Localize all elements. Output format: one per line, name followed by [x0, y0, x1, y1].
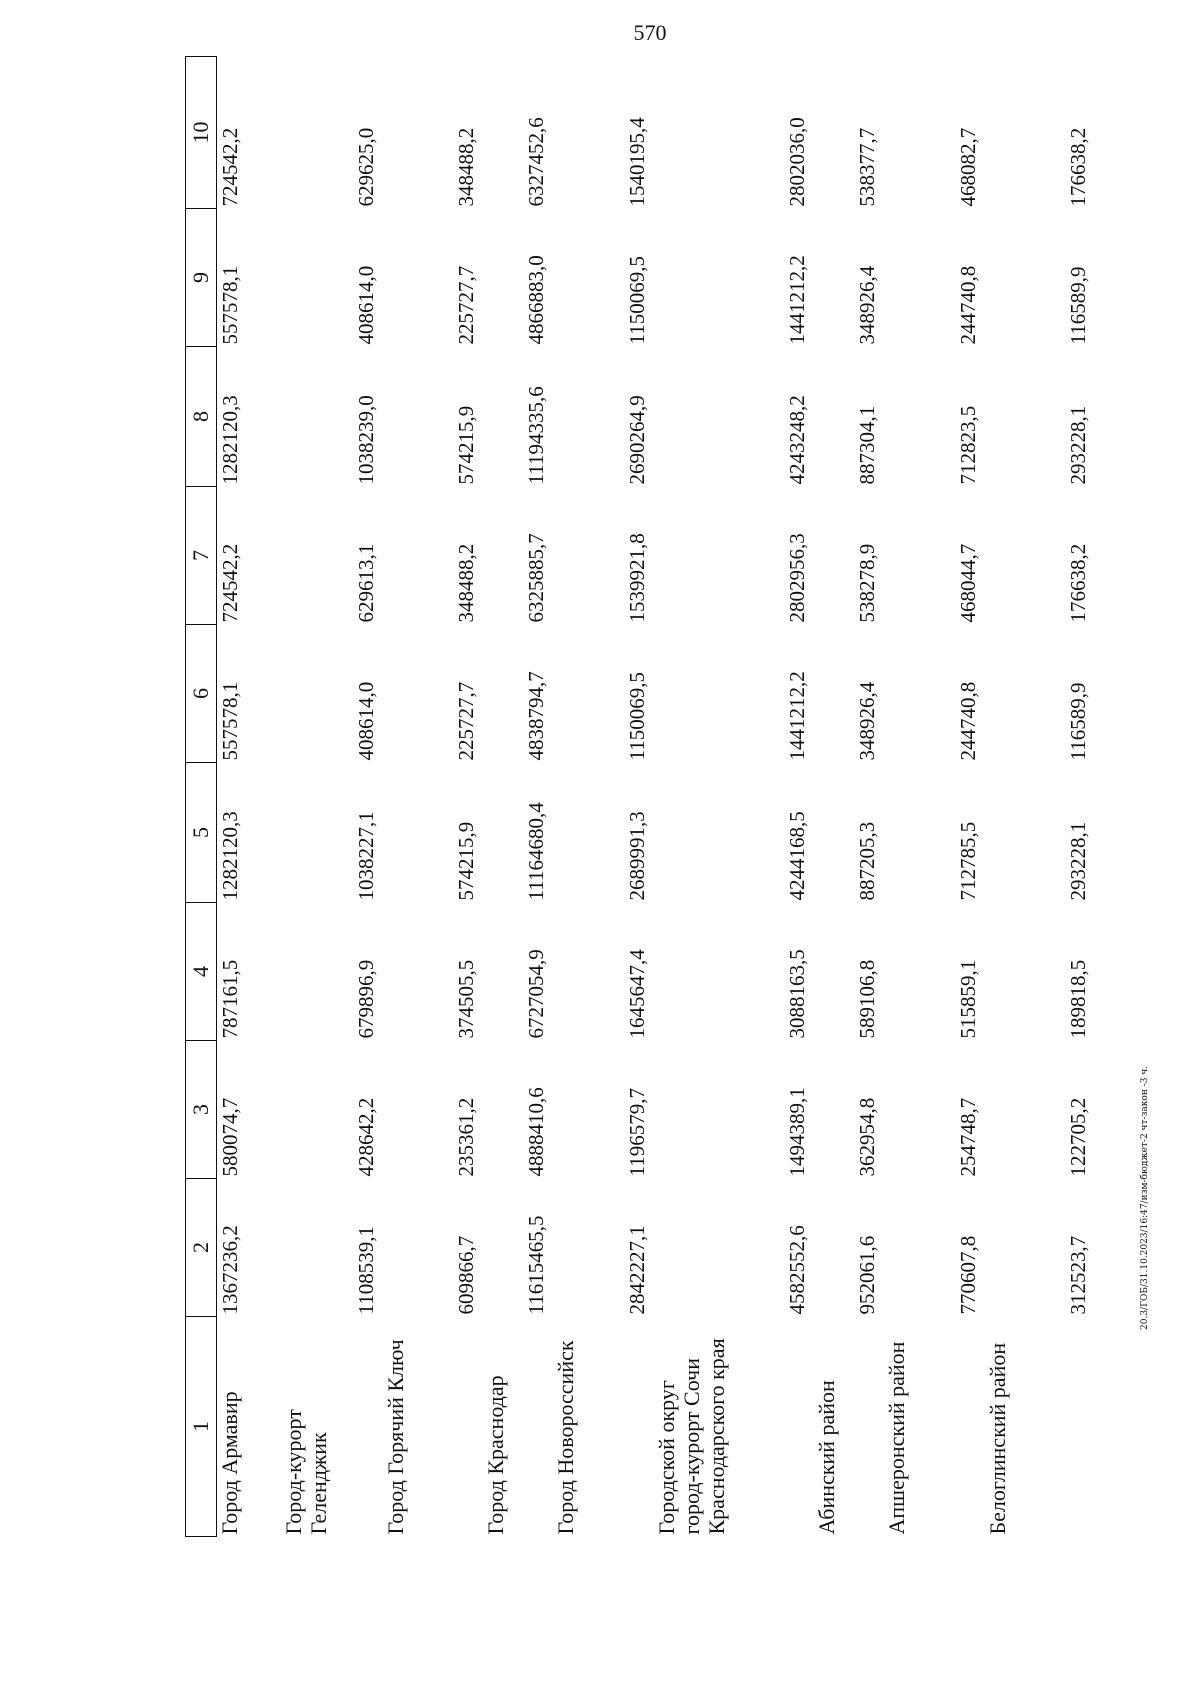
table-cell: 176638,2: [1066, 543, 1090, 623]
table-cell: 348926,4: [855, 265, 880, 345]
table-cell: 1038227,1: [353, 811, 378, 901]
table-cell: 712785,5: [955, 821, 980, 901]
table-cell: 244740,8: [955, 681, 980, 761]
table-cell: 580074,7: [217, 1041, 281, 1179]
municipality-name: Абинский район: [814, 1380, 840, 1535]
document-footer-code: 20.3/ГОБ/31.10.2023/16:47/изм-бюджет-2 чт-закон -3 ч.: [1140, 1065, 1150, 1330]
table-row: [483, 57, 553, 1537]
table-cell: 609866,7: [454, 1235, 479, 1315]
table-cell: 557578,1: [217, 209, 281, 347]
column-number: 7: [186, 487, 217, 625]
column-number-row: [186, 57, 217, 1537]
table-cell: 2689991,3: [624, 811, 649, 901]
table-cell: 712823,5: [955, 405, 980, 485]
table-cell: 293228,1: [1066, 821, 1090, 901]
table-cell: 1282120,3: [217, 347, 281, 487]
table-cell: 6727054,9: [524, 949, 549, 1039]
municipality-name: Апшеронский район: [884, 1341, 910, 1535]
table-cell: 1441212,2: [785, 255, 810, 345]
table-cell: 589106,8: [855, 959, 880, 1039]
table-cell: 4244168,5: [785, 811, 810, 901]
table-cell: 244740,8: [955, 265, 980, 345]
table-cell: 1150069,5: [624, 256, 649, 345]
table-cell: 6325885,7: [524, 533, 549, 623]
table-cell: 515859,1: [955, 959, 980, 1039]
table-cell: 293228,1: [1066, 405, 1090, 485]
table-row: [217, 57, 281, 1537]
table-cell: 1645647,4: [624, 949, 649, 1039]
rotated-table-wrapper: [185, 57, 1095, 1537]
column-number: 5: [186, 763, 217, 903]
table-cell: 887304,1: [855, 405, 880, 485]
table-cell: 122705,2: [1066, 1097, 1090, 1177]
municipality-name: Белоглинский район: [984, 1342, 1010, 1535]
table-cell: 348488,2: [454, 127, 479, 207]
table-row: [654, 57, 814, 1537]
budget-table: [185, 56, 1095, 1537]
table-row: [553, 57, 653, 1537]
table-cell: 1108539,1: [353, 1226, 378, 1315]
table-cell: 3088163,5: [785, 949, 810, 1039]
table-cell: 1196579,7: [624, 1088, 649, 1177]
table-cell: 2842227,1: [624, 1225, 649, 1315]
table-cell: 629613,1: [353, 543, 378, 623]
table-cell: 11615465,5: [524, 1215, 549, 1315]
table-cell: 189818,5: [1066, 959, 1090, 1039]
table-cell: 629625,0: [353, 127, 378, 207]
table-cell: 362954,8: [855, 1097, 880, 1177]
table-cell: 574215,9: [454, 405, 479, 485]
table-cell: 348926,4: [855, 681, 880, 761]
table-cell: 468082,7: [955, 127, 980, 207]
table-cell: 4866883,0: [524, 255, 549, 345]
table-cell: 557578,1: [217, 625, 281, 763]
table-cell: 724542,2: [217, 57, 281, 209]
municipality-name: Город Армавир: [217, 1317, 281, 1537]
column-number: 8: [186, 347, 217, 487]
municipality-name: Город Горячий Ключ: [382, 1339, 408, 1535]
table-cell: 1367236,2: [217, 1179, 281, 1317]
table-cell: 4888410,6: [524, 1087, 549, 1177]
table-cell: 235361,2: [454, 1097, 479, 1177]
table-cell: 408614,0: [353, 265, 378, 345]
municipality-name: Город Краснодар: [483, 1375, 509, 1535]
table-cell: 679896,9: [353, 959, 378, 1039]
table-cell: 116589,9: [1066, 266, 1090, 345]
table-cell: 312523,7: [1066, 1235, 1090, 1315]
table-cell: 1150069,5: [624, 672, 649, 761]
table-cell: 6327452,6: [524, 117, 549, 207]
table-cell: 787161,5: [217, 903, 281, 1041]
table-cell: 408614,0: [353, 681, 378, 761]
table-cell: 11164680,4: [524, 802, 549, 901]
table-cell: 254748,7: [955, 1097, 980, 1177]
column-number: 6: [186, 625, 217, 763]
column-number: 3: [186, 1041, 217, 1179]
table-cell: 887205,3: [855, 821, 880, 901]
table-row: [814, 57, 884, 1537]
column-number: 1: [186, 1317, 217, 1537]
table-cell: 225727,7: [454, 681, 479, 761]
table-cell: 538377,7: [855, 127, 880, 207]
table-cell: 225727,7: [454, 265, 479, 345]
table-cell: 1441212,2: [785, 671, 810, 761]
table-cell: 468044,7: [955, 543, 980, 623]
table-cell: 1540195,4: [624, 117, 649, 207]
table-cell: 574215,9: [454, 821, 479, 901]
table-cell: 2802956,3: [785, 533, 810, 623]
table-cell: 4838794,7: [524, 671, 549, 761]
table-cell: 374505,5: [454, 959, 479, 1039]
table-cell: 1494389,1: [785, 1087, 810, 1177]
table-cell: 176638,2: [1066, 127, 1090, 207]
table-cell: 1282120,3: [217, 763, 281, 903]
table-row: [281, 57, 383, 1537]
column-number: 9: [186, 209, 217, 347]
table-cell: 2690264,9: [624, 395, 649, 485]
table-row: [985, 57, 1095, 1537]
table-cell: 724542,2: [217, 487, 281, 625]
table-cell: 428642,2: [353, 1097, 378, 1177]
table-cell: 770607,8: [955, 1235, 980, 1315]
table-cell: 1038239,0: [353, 395, 378, 485]
municipality-name: Город-курорт Геленджик: [280, 1409, 331, 1535]
column-number: 2: [186, 1179, 217, 1317]
page-number: 570: [633, 20, 667, 45]
table-cell: 2802036,0: [785, 117, 810, 207]
table-cell: 4243248,2: [785, 395, 810, 485]
table-row: [884, 57, 984, 1537]
table-cell: 348488,2: [454, 543, 479, 623]
table-row: [383, 57, 483, 1537]
table-cell: 4582552,6: [785, 1225, 810, 1315]
municipality-name: Город Новороссийск: [553, 1340, 579, 1535]
table-cell: 538278,9: [855, 543, 880, 623]
table-cell: 952061,6: [855, 1235, 880, 1315]
table-cell: 1539921,8: [624, 533, 649, 623]
column-number: 4: [186, 903, 217, 1041]
table-cell: 116589,9: [1066, 682, 1090, 761]
municipality-name: Городской округ город-курорт Сочи Краснодарского края: [653, 1338, 729, 1535]
table-cell: 11194335,6: [524, 386, 549, 485]
column-number: 10: [186, 57, 217, 209]
